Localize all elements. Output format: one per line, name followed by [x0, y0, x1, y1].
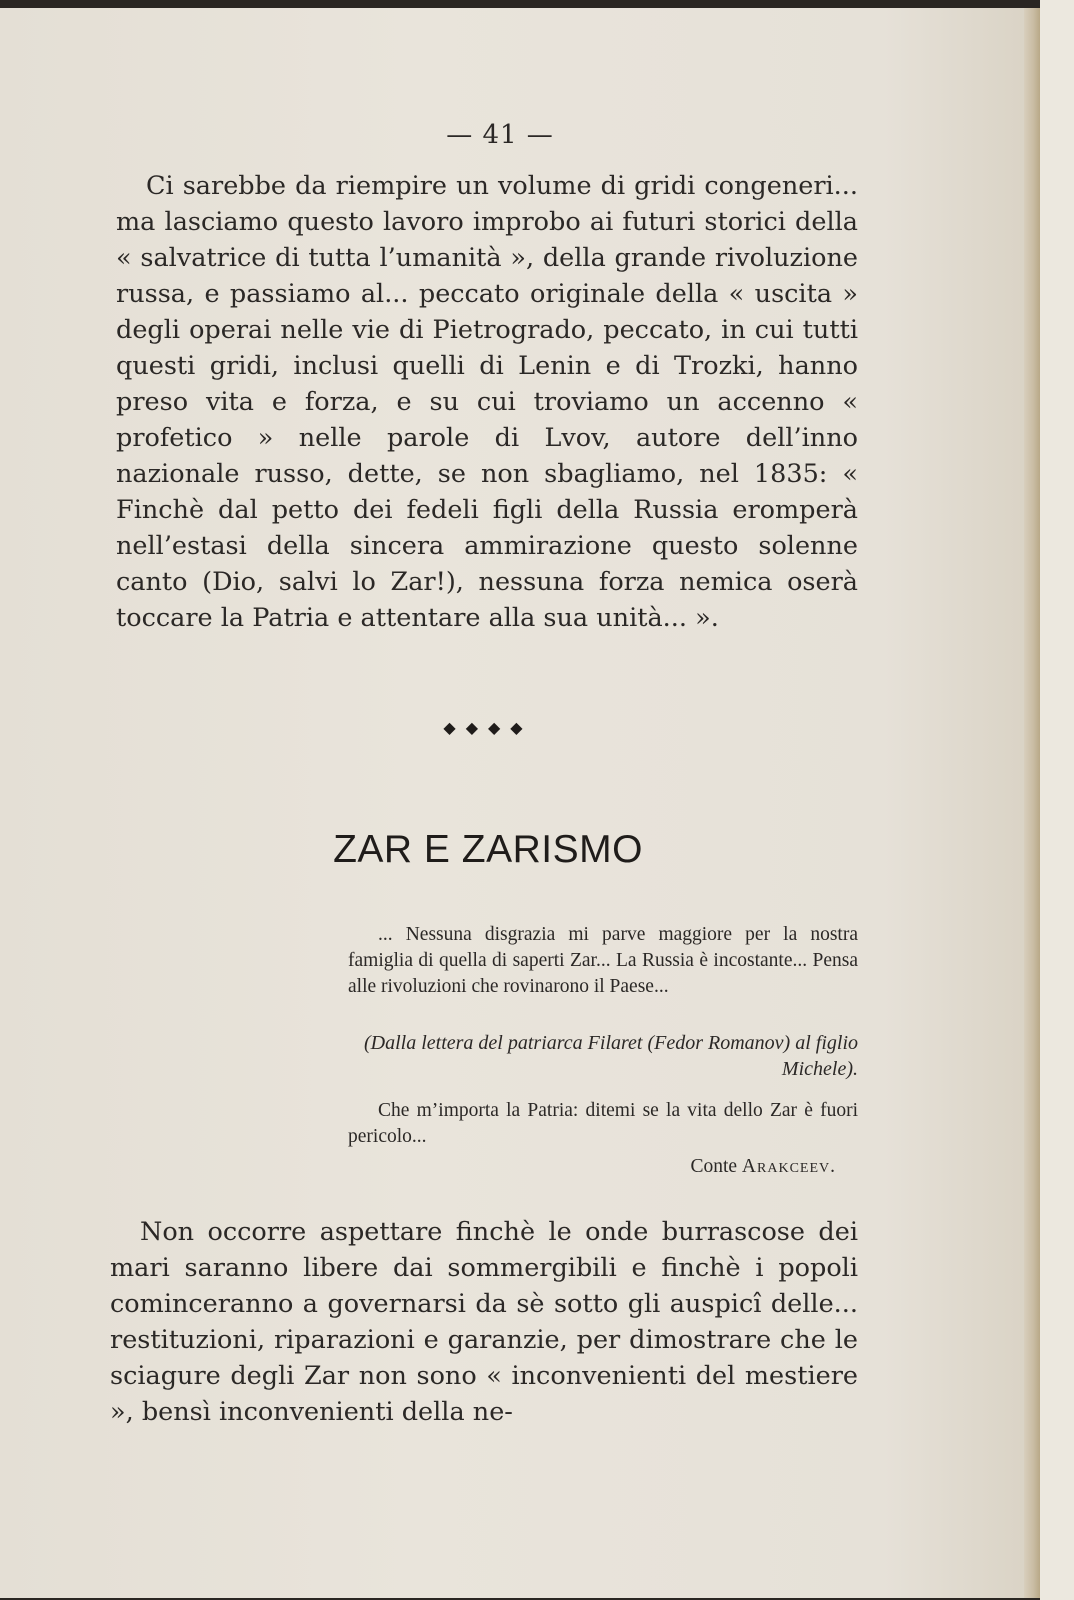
page-edge	[1024, 8, 1040, 1598]
body-paragraph-1	[116, 168, 858, 636]
page-border	[1040, 0, 1074, 1600]
body-paragraph-2-text: Non occorre aspettare finchè le onde burrascose dei mari saranno libere dai sommergibili e finchè i popoli cominceranno a governarsi da sè sotto gli auspicî delle... restituzioni, riparazioni e garanzie, per dimostrare che le sciagure degli Zar non sono « inconvenienti del mestiere », bensì inconvenienti della ne-	[110, 1217, 858, 1427]
body-paragraph-1-text: Ci sarebbe da riempire un volume di gridi congeneri... ma lasciamo questo lavoro improbo ai futuri storici della « salvatrice di tutta l’umanità », della grande rivoluzione russa, e passiamo al... peccato originale della « uscita » degli operai nelle vie di Pietrogrado, peccato, in cui tutti questi gridi, inclusi quelli di Lenin e di Trozki, hanno preso vita e forza, e su cui troviamo un accenno « profetico » nelle parole di Lvov, autore dell’inno nazionale russo, dette, se non sbagliamo, nel 1835: « Finchè dal petto dei fedeli figli della Russia eromperà nell’estasi della sincera ammirazione questo solenne canto (Dio, salvi lo Zar!), nessuna forza nemica oserà toccare la Patria e attentare alla sua unità... ».	[116, 171, 858, 633]
epigraph-2-attribution	[348, 1156, 836, 1178]
epigraph-1-attribution: (Dalla lettera del patriarca Filaret (Fedor Romanov) al figlio Michele).	[364, 1032, 858, 1080]
epigraph-1-text: ... Nessuna disgrazia mi parve maggiore per la nostra famiglia di quella di saperti Zar... La Russia è incostante... Pensa alle rivoluzioni che rovinarono il Paese...	[348, 924, 858, 997]
page-number: — 41 —	[446, 120, 554, 150]
epigraph-2-text: Che m’importa la Patria: ditemi se la vita dello Zar è fuori pericolo...	[348, 1100, 858, 1147]
body-paragraph-2	[110, 1214, 858, 1430]
book-page	[0, 8, 1040, 1598]
section-divider: ◆◆◆◆	[443, 718, 533, 737]
epigraph-2	[348, 1098, 858, 1150]
epigraph-1	[348, 922, 858, 1000]
epigraph-2-attribution-name: Arakceev.	[741, 1156, 836, 1177]
chapter-title: ZAR E ZARISMO	[333, 828, 643, 871]
epigraph-2-attribution-prefix: Conte	[690, 1156, 738, 1177]
